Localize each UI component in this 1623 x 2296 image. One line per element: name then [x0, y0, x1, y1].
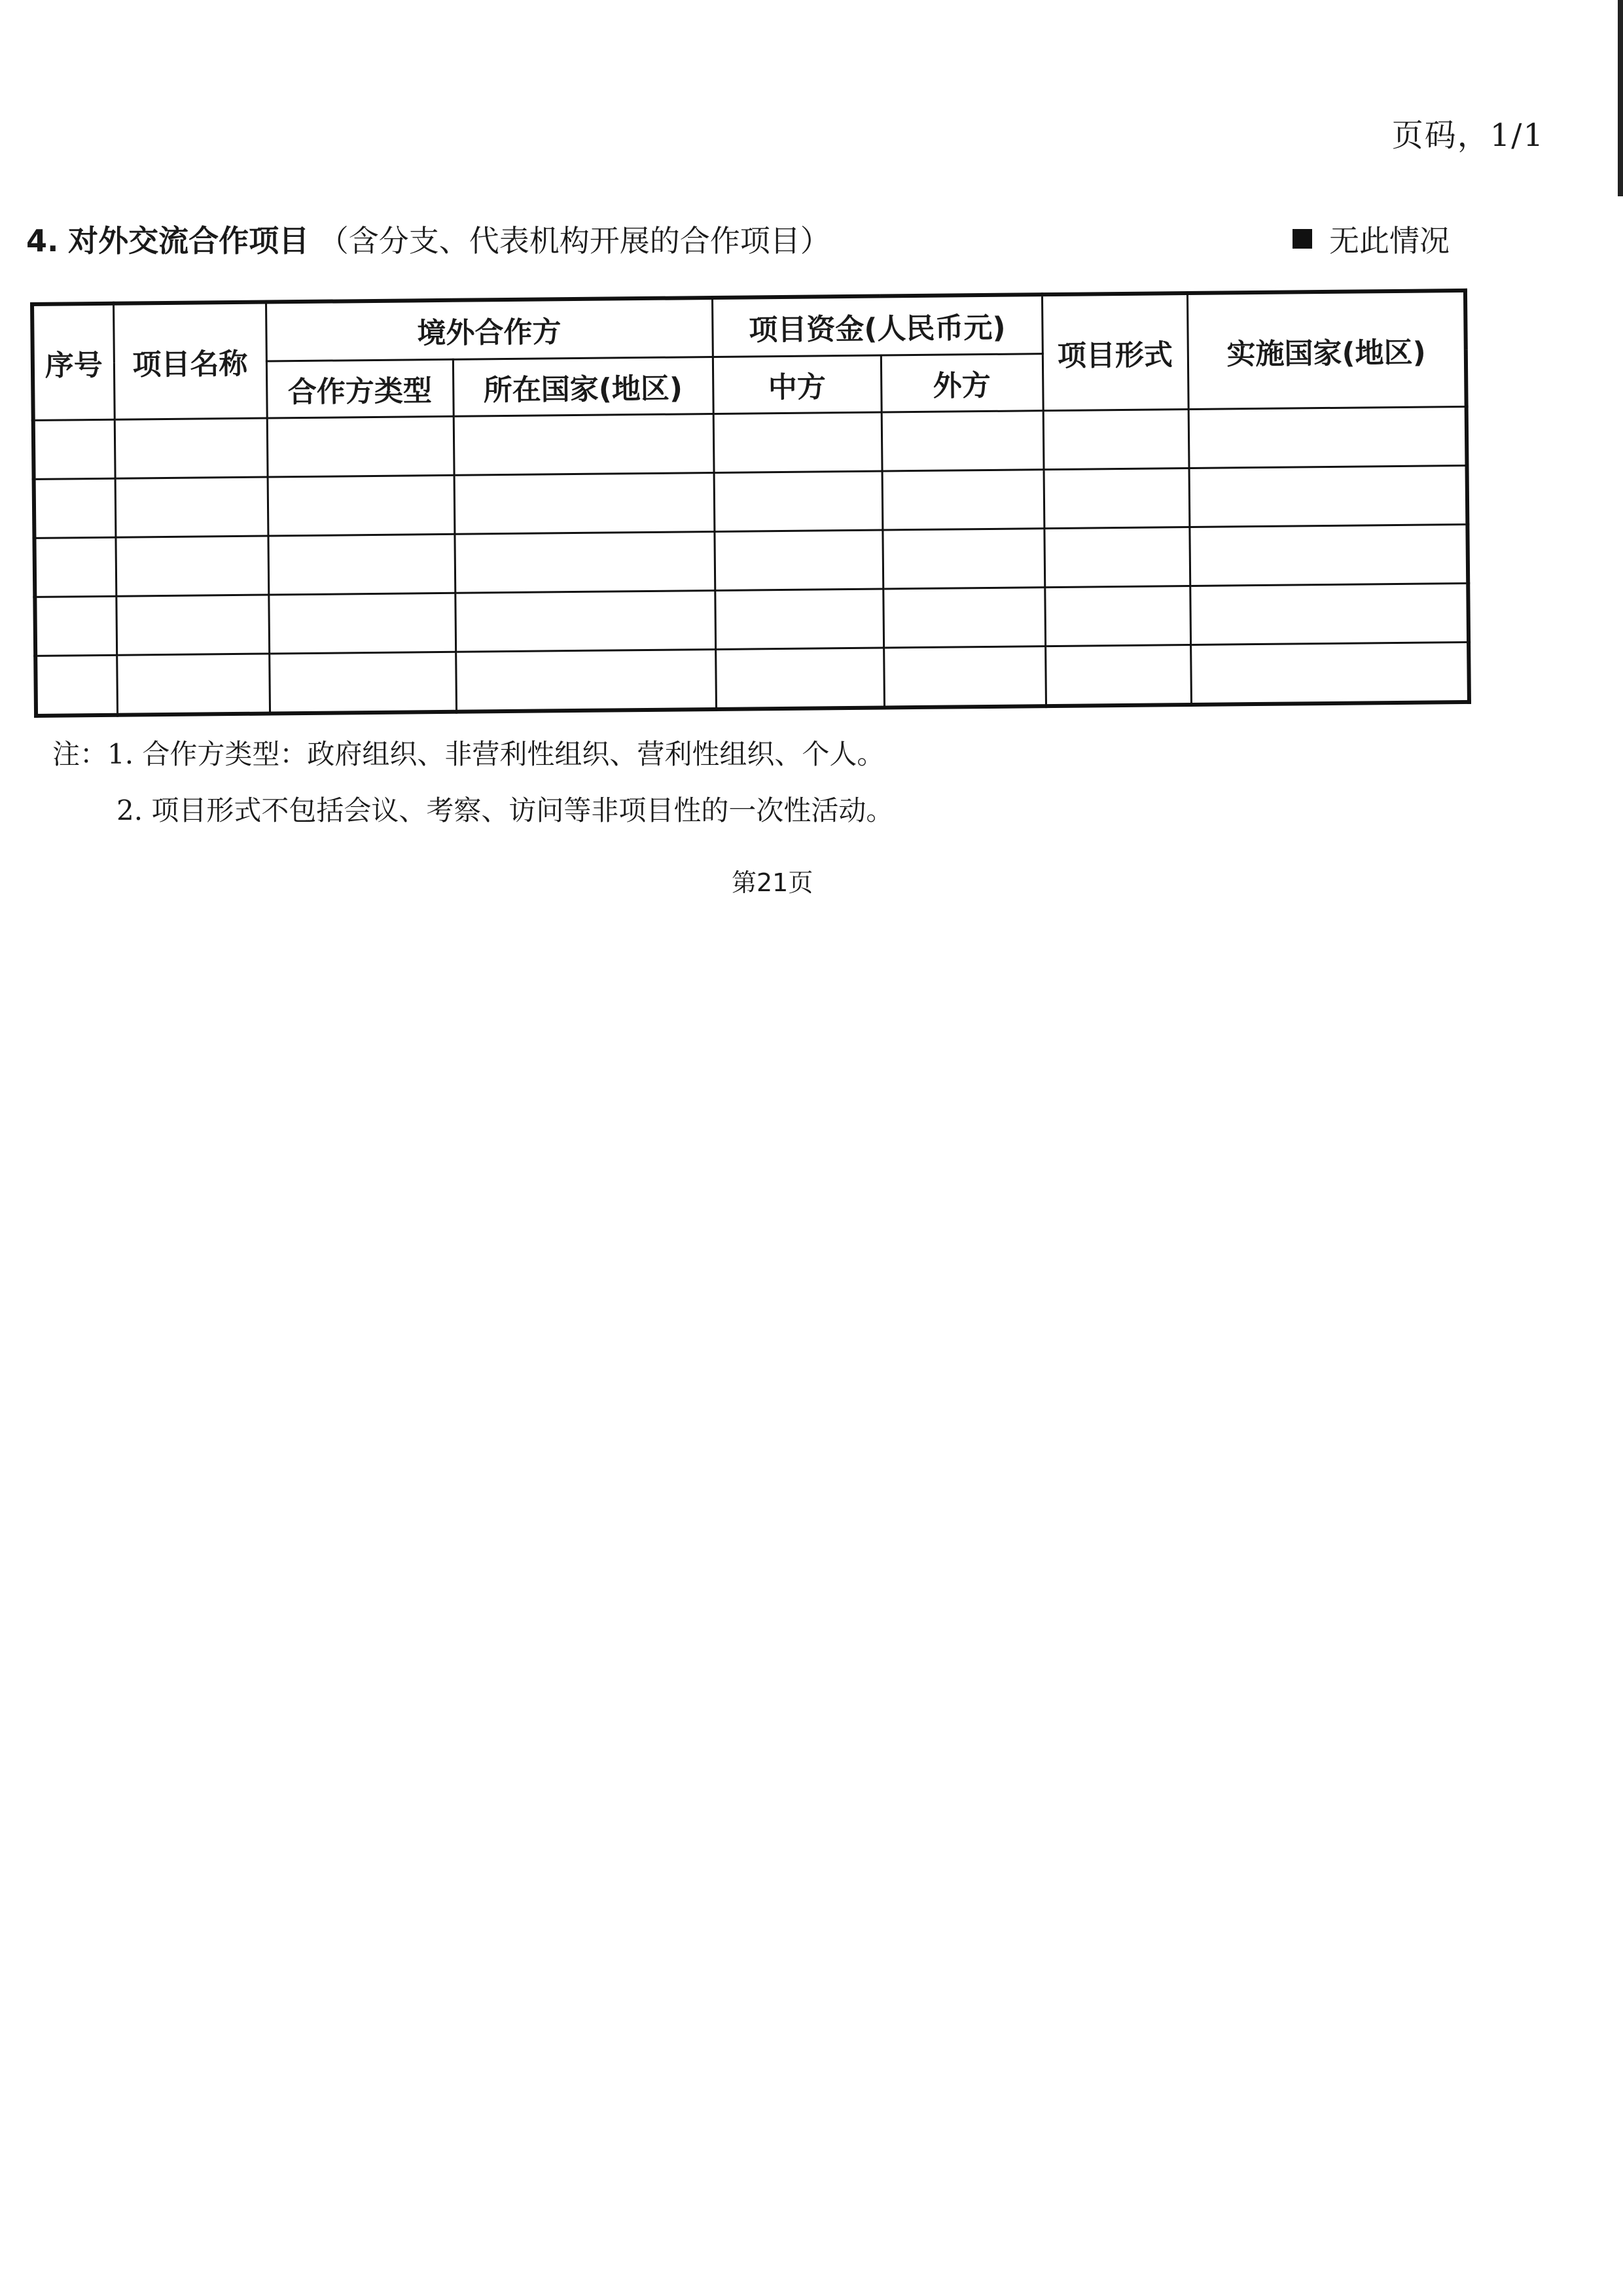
- table-cell[interactable]: [714, 530, 883, 590]
- table-cell[interactable]: [455, 590, 715, 652]
- table-cell[interactable]: [269, 652, 456, 713]
- scan-edge: [1618, 0, 1623, 196]
- footer-page-number: 第21页: [732, 868, 813, 897]
- table-cell[interactable]: [116, 595, 269, 655]
- table-cell[interactable]: [882, 529, 1044, 589]
- header-funds-foreign: 外方: [881, 354, 1043, 412]
- table-cell[interactable]: [34, 537, 116, 597]
- project-table-container: [30, 289, 1467, 718]
- table-cell[interactable]: [883, 646, 1046, 708]
- header-funds: 项目资金(人民币元): [712, 294, 1043, 357]
- table-cell[interactable]: [455, 649, 716, 711]
- table-cell[interactable]: [1190, 642, 1469, 705]
- table-cell[interactable]: [454, 472, 715, 534]
- table-cell[interactable]: [1043, 410, 1189, 470]
- header-seq: 序号: [32, 304, 115, 421]
- table-cell[interactable]: [35, 655, 117, 716]
- table-cell[interactable]: [1189, 524, 1468, 586]
- no-situation-option[interactable]: [1293, 217, 1450, 260]
- note-partner-type: 注：1. 合作方类型：政府组织、非营利性组织、营利性组织、个人。: [52, 738, 885, 770]
- section-subtitle: （含分支、代表机构开展的合作项目）: [318, 223, 830, 258]
- table-cell[interactable]: [882, 470, 1044, 530]
- table-cell[interactable]: [454, 531, 715, 593]
- table-cell[interactable]: [115, 477, 268, 537]
- header-partner: 境外合作方: [266, 298, 713, 361]
- header-project-form: 项目形式: [1042, 293, 1188, 411]
- table-row: [35, 642, 1469, 716]
- table-cell[interactable]: [268, 534, 455, 595]
- header-impl-country: 实施国家(地区): [1187, 291, 1467, 410]
- table-cell[interactable]: [1190, 583, 1469, 645]
- table-cell[interactable]: [35, 596, 116, 656]
- note-project-form: 2. 项目形式不包括会议、考察、访问等非项目性的一次性活动。: [116, 794, 894, 826]
- table-cell[interactable]: [882, 411, 1044, 471]
- project-table: [30, 289, 1471, 718]
- section-title: [26, 217, 830, 260]
- table-cell[interactable]: [34, 478, 116, 538]
- table-cell[interactable]: [115, 418, 268, 478]
- table-cell[interactable]: [1188, 406, 1467, 468]
- section-number: 4.: [26, 223, 59, 258]
- filled-square-icon[interactable]: [1293, 229, 1312, 249]
- table-cell[interactable]: [713, 412, 882, 472]
- table-cell[interactable]: [1044, 527, 1190, 588]
- table-cell[interactable]: [715, 648, 884, 709]
- table-cell[interactable]: [116, 654, 270, 715]
- header-partner-type: 合作方类型: [266, 359, 454, 418]
- table-cell[interactable]: [1044, 586, 1190, 646]
- table-cell[interactable]: [883, 588, 1045, 648]
- table-cell[interactable]: [268, 593, 455, 654]
- table-cell[interactable]: [1189, 465, 1468, 527]
- header-funds-cn: 中方: [713, 355, 882, 414]
- table-cell[interactable]: [714, 471, 883, 531]
- table-cell[interactable]: [1045, 645, 1191, 707]
- table-cell[interactable]: [1044, 468, 1190, 529]
- section-heading: 对外交流合作项目: [68, 223, 310, 258]
- table-cell[interactable]: [715, 589, 883, 649]
- page-code: 页码，1/1: [1391, 117, 1544, 154]
- table-cell[interactable]: [115, 536, 268, 596]
- header-partner-country: 所在国家(地区): [453, 357, 713, 416]
- table-cell[interactable]: [454, 414, 714, 475]
- no-situation-label: 无此情况: [1329, 223, 1450, 258]
- table-cell[interactable]: [268, 475, 455, 536]
- table-cell[interactable]: [267, 416, 454, 477]
- header-project-name: 项目名称: [113, 302, 267, 420]
- table-cell[interactable]: [33, 419, 115, 479]
